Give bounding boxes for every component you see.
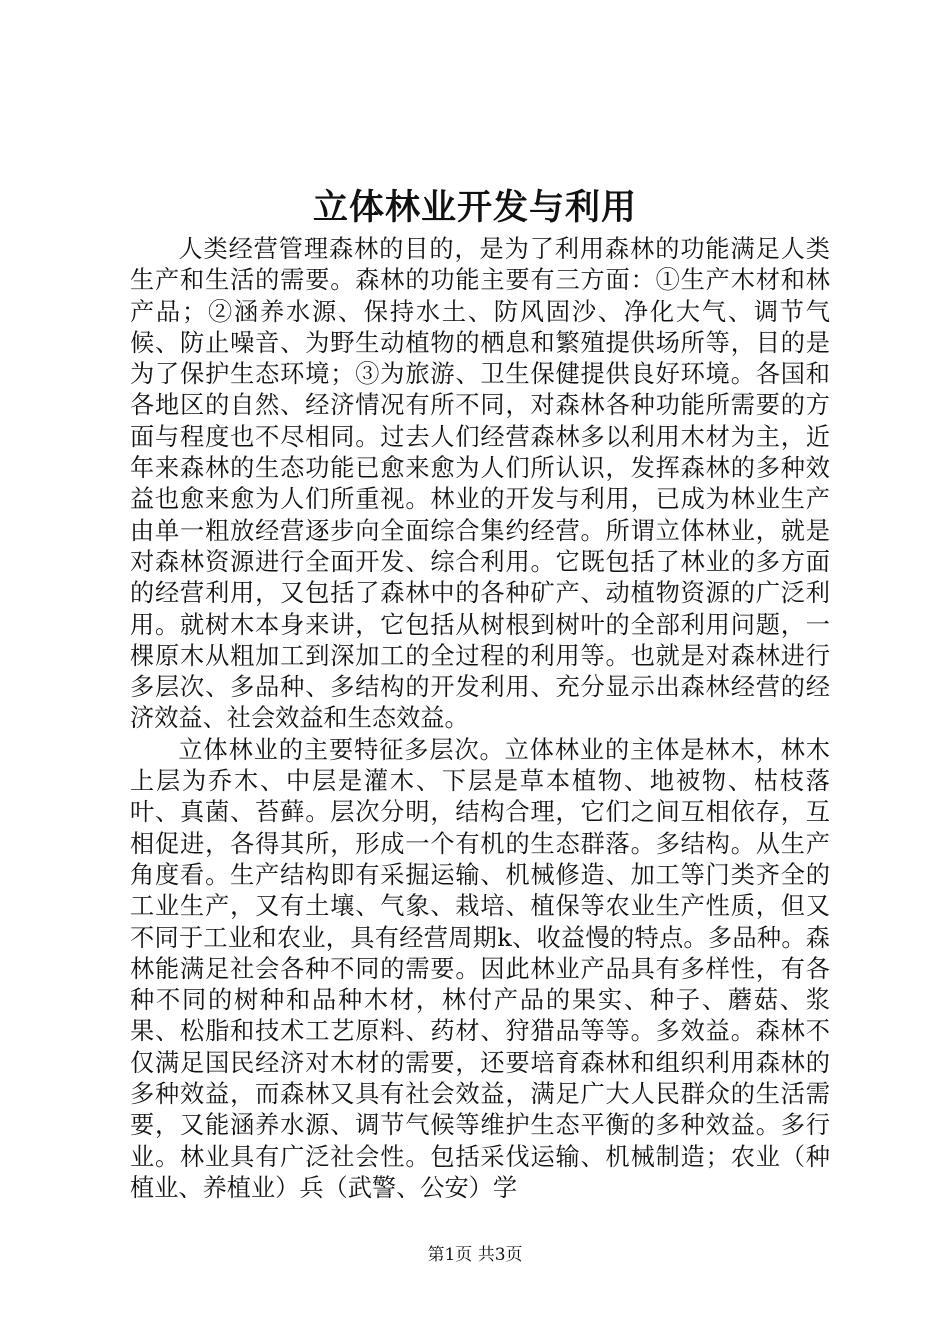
page-footer: 第1页 共3页 [427, 1245, 523, 1265]
paragraph-1: 人类经营管理森林的目的，是为了利用森林的功能满足人类生产和生活的需要。森林的功能主要有三方面：①生产木材和林产品；②涵养水源、保持水土、防风固沙、净化大气、调节气候、防止噪音、为野生动植物的栖息和繁殖提供场所等，目的是为了保护生态环境；③为旅游、卫生保健提供良好环境。各国和各地区的自然、经济情况有所不同，对森林各种功能所需要的方面与程度也不尽相同。过去人们经营森林多以利用木材为主，近年来森林的生态功能已愈来愈为人们所认识，发挥森林的多种效益也愈来愈为人们所重视。林业的开发与利用，已成为林业生产由单一粗放经营逐步向全面综合集约经营。所谓立体林业，就是对森林资源进行全面开发、综合利用。它既包括了林业的多方面的经营利用，又包括了森林中的各种矿产、动植物资源的广泛利用。就树木本身来讲，它包括从树根到树叶的全部利用问题，一棵原木从粗加工到深加工的全过程的利用等。也就是对森林进行多层次、多品种、多结构的开发利用、充分显示出森林经营的经济效益、社会效益和生态效益。 [130, 235, 830, 733]
paragraph-2: 立体林业的主要特征多层次。立体林业的主体是林木，林木上层为乔木、中层是灌木、下层是草本植物、地被物、枯枝落叶、真菌、苔藓。层次分明，结构合理，它们之间互相依存，互相促进，各得其所，形成一个有机的生态群落。多结构。从生产角度看。生产结构即有采掘运输、机械修造、加工等门类齐全的工业生产，又有土壤、气象、栽培、植保等农业生产性质，但又不同于工业和农业，具有经营周期k、收益慢的特点。多品种。森林能满足社会各种不同的需要。因此林业产品具有多样性，有各种不同的树种和品种木材，林付产品的果实、种子、蘑菇、浆果、松脂和技术工艺原料、药材、狩猎品等等。多效益。森林不仅满足国民经济对木材的需要，还要培育森林和组织利用森林的多种效益，而森林又具有社会效益，满足广大人民群众的生活需要，又能涵养水源、调节气候等维护生态平衡的多种效益。多行业。林业具有广泛社会性。包括采伐运输、机械制造；农业（种植业、养植业）兵（武警、公安）学 [130, 735, 830, 1202]
page-title: 立体林业开发与利用 [312, 187, 637, 228]
document-body [130, 234, 830, 1204]
